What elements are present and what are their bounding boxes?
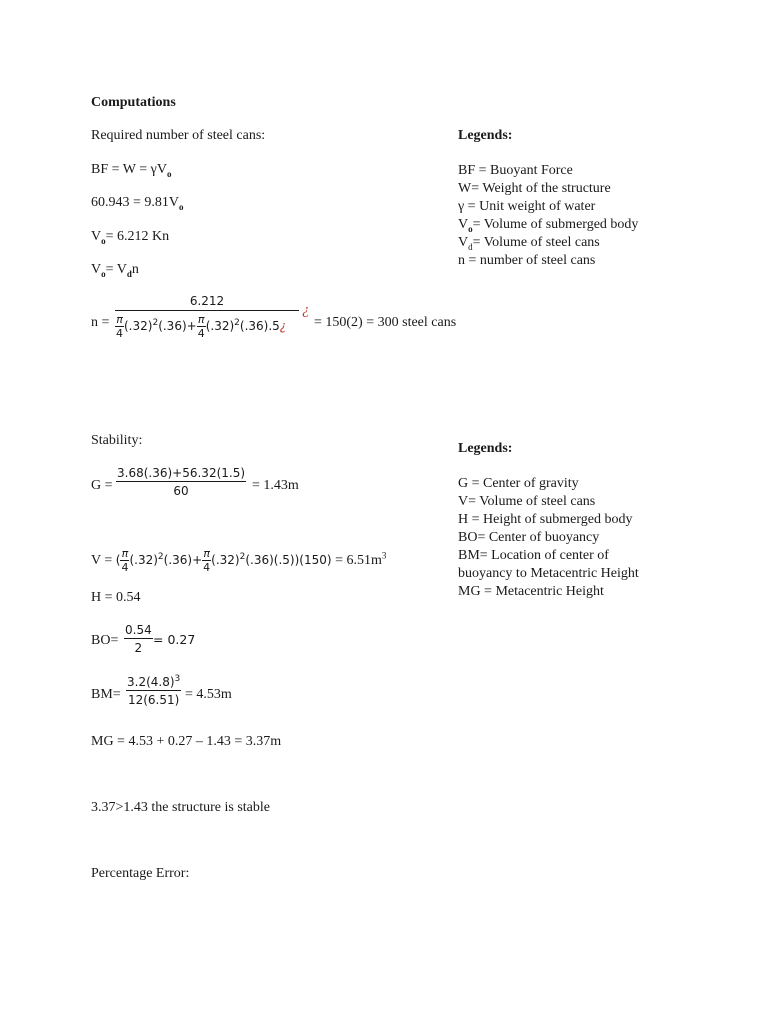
eq-bf-gamma: γ <box>150 162 157 177</box>
error-marker: ¿ <box>279 319 287 333</box>
eq-vovd-mid: = V <box>105 262 127 277</box>
v-rhs-exp: 3 <box>381 550 387 561</box>
required-cans-label: Required number of steel cans: <box>91 128 266 143</box>
legend1-item: $V_o=$ Volume of submerged body <box>458 217 639 234</box>
eq-bf-sub: o <box>166 168 172 179</box>
g-denominator: 60 <box>173 484 189 498</box>
legend2-item: H = Height of submerged body <box>458 512 633 527</box>
eq-vovd-sub: o <box>101 268 106 279</box>
eq-vovd-tail: n <box>131 262 139 277</box>
eq-vo-sub: o <box>101 235 106 246</box>
legend1-item: W= Weight of the structure <box>458 181 611 196</box>
section-heading: Computations <box>91 95 176 110</box>
pi-over-4: $\frac{\pi}{4}$ <box>116 313 123 340</box>
legend1-item: γ = Unit weight of water <box>458 199 596 214</box>
g-fraction <box>116 467 246 497</box>
stability-label: Stability: <box>91 433 143 448</box>
n-denominator: $\frac{\pi}{4}$ $(.32)^2(.36)+$ $\frac{\pi}{4}$ $(.32)^2(.36).5¿$ <box>116 313 287 340</box>
n-label: n = <box>91 315 110 330</box>
v-lhs: V = <box>91 553 113 568</box>
legend2-item: BM= Location of center of <box>458 548 609 563</box>
n-fraction <box>115 295 299 339</box>
mg-equation: MG = 4.53 + 0.27 – 1.43 = 3.37m <box>91 734 282 749</box>
legend1-item: n = number of steel cans <box>458 253 596 268</box>
bo-rhs: = 0.27 <box>153 632 196 647</box>
n-result: = 150(2) = 300 steel cans <box>314 315 457 330</box>
legend2-item: G = Center of gravity <box>458 476 579 491</box>
pi-over-4: $\frac{\pi}{4}$ <box>197 313 205 340</box>
bo-lhs: BO= <box>91 633 119 648</box>
eq-weight-text: 60.943 = 9.81V <box>91 195 180 210</box>
eq-vovd-sub2: d <box>126 268 132 279</box>
bo-denominator: 2 <box>134 641 143 655</box>
equation-bf <box>91 163 171 177</box>
bm-denominator: 12(6.51) <box>127 693 180 707</box>
legend2-item: buoyancy to Metacentric Height <box>458 566 639 581</box>
legend2-item: BO= Center of buoyancy <box>458 530 600 545</box>
legend2-item: MG = Metacentric Height <box>458 584 604 599</box>
percentage-error-label: Percentage Error: <box>91 866 190 881</box>
eq-vovd-v: V <box>91 262 102 277</box>
legend2-title: Legends: <box>458 441 513 456</box>
eq-bf-v: V <box>156 162 167 177</box>
g-lhs: G = <box>91 478 113 493</box>
bo-fraction <box>124 624 153 654</box>
n-numerator: 6.212 <box>115 295 299 311</box>
eq-vo-rhs: = 6.212 Kn <box>105 229 170 244</box>
v-expression: ( $\frac{\pi}{4}$ $(.32)^2(.36)+$ $\frac{\pi}{4}$ $(.32)^2(.36)(.5))(150)$ <box>115 547 332 574</box>
bm-lhs: BM= <box>91 687 121 702</box>
eq-bf-lhs: BF = W = <box>91 162 151 177</box>
bo-numerator: 0.54 <box>125 623 152 637</box>
legend1-item: $V_d=$ Volume of steel cans <box>458 235 600 252</box>
v-rhs: = 6.51m <box>335 553 382 568</box>
equation-weight <box>91 196 184 210</box>
equation-vo-vd <box>91 263 139 277</box>
pi-over-4: $\frac{\pi}{4}$ <box>203 547 211 574</box>
bm-numerator: $3.2(4.8)^3$ <box>127 674 181 689</box>
stability-conclusion: 3.37>1.43 the structure is stable <box>91 800 270 815</box>
legend2-item: V= Volume of steel cans <box>458 494 596 509</box>
bm-fraction <box>126 676 181 706</box>
g-rhs: = 1.43m <box>252 478 299 493</box>
eq-vo-v: V <box>91 229 102 244</box>
equation-vo <box>91 230 169 244</box>
bm-rhs: = 4.53m <box>185 687 232 702</box>
error-marker-top: ¿ <box>302 302 310 318</box>
g-numerator: 3.68(.36)+56.32(1.5) <box>117 466 246 480</box>
legend1-item: BF = Buoyant Force <box>458 163 573 178</box>
pi-over-4: $\frac{\pi}{4}$ <box>121 547 129 574</box>
v-equation <box>91 548 386 573</box>
eq-weight-sub: o <box>179 201 184 212</box>
h-equation: H = 0.54 <box>91 590 141 605</box>
legend1-title: Legends: <box>458 128 513 143</box>
